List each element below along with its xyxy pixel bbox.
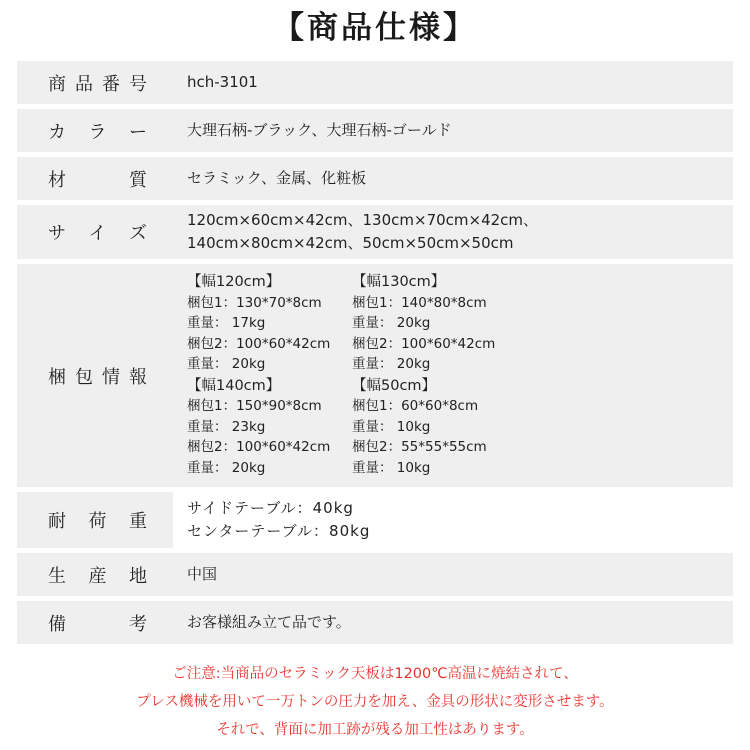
packing-block-130: 【幅130cm】 梱包1：140*80*8cm 重量： 20kg 梱包2：100*60*42cm 重量： 20kg xyxy=(352,274,496,372)
row-size xyxy=(17,205,733,259)
load-line-1: サイドテーブル：40kg xyxy=(187,499,354,517)
packing-block-140: 【幅140cm】 梱包1：150*90*8cm 重量： 23kg 梱包2：100*60*42cm 重量： 20kg xyxy=(187,377,331,476)
value-product-number: hch-3101 xyxy=(187,73,258,91)
load-line-2: センターテーブル：80kg xyxy=(187,522,371,540)
label-product-number: 商 品 番 号 xyxy=(48,73,148,95)
caution-line-3: それで、背面に加工跡が残る加工性はあります。 xyxy=(216,722,534,738)
value-material: セラミック、金属、化粧板 xyxy=(187,169,367,187)
caution-line-1: ご注意:当商品のセラミック天板は1200℃高温に焼結されて、 xyxy=(172,666,578,682)
row-remarks xyxy=(17,601,733,644)
caution-notes xyxy=(0,660,750,744)
page-title: 【商品仕様】 xyxy=(273,10,477,46)
label-remarks: 備 考 xyxy=(48,613,148,635)
row-origin xyxy=(17,553,733,596)
label-material: 材 質 xyxy=(48,169,148,191)
label-color: カ ラ ー xyxy=(48,121,148,143)
value-remarks: お客様組み立て品です。 xyxy=(187,613,351,631)
row-material xyxy=(17,157,733,200)
value-color: 大理石柄-ブラック、大理石柄-ゴールド xyxy=(187,121,452,139)
packing-block-120: 【幅120cm】 梱包1：130*70*8cm 重量： 17kg 梱包2：100*60*42cm 重量： 20kg xyxy=(187,274,331,372)
label-packing: 梱 包 情 報 xyxy=(48,366,148,388)
row-color xyxy=(17,109,733,152)
value-origin: 中国 xyxy=(187,565,218,583)
value-size xyxy=(173,205,733,259)
value-load xyxy=(173,492,733,548)
label-size: サ イ ズ xyxy=(48,223,148,244)
row-load xyxy=(17,492,733,548)
spec-table xyxy=(17,61,733,644)
row-packing xyxy=(17,264,733,487)
value-packing xyxy=(173,264,733,487)
caution-line-2: プレス機械を用いて一万トンの圧力を加え、金具の形状に変形させます。 xyxy=(136,694,614,710)
row-product-number xyxy=(17,61,733,104)
label-load: 耐 荷 重 xyxy=(48,511,148,532)
label-origin: 生 産 地 xyxy=(48,565,148,587)
packing-grid xyxy=(187,272,733,479)
packing-block-50: 【幅50cm】 梱包1：60*60*8cm 重量： 10kg 梱包2：55*55*55cm 重量： 10kg xyxy=(352,377,487,476)
size-line-2: 140cm×80cm×42cm、50cm×50cm×50cm xyxy=(187,234,514,252)
size-line-1: 120cm×60cm×42cm、130cm×70cm×42cm、 xyxy=(187,211,539,229)
